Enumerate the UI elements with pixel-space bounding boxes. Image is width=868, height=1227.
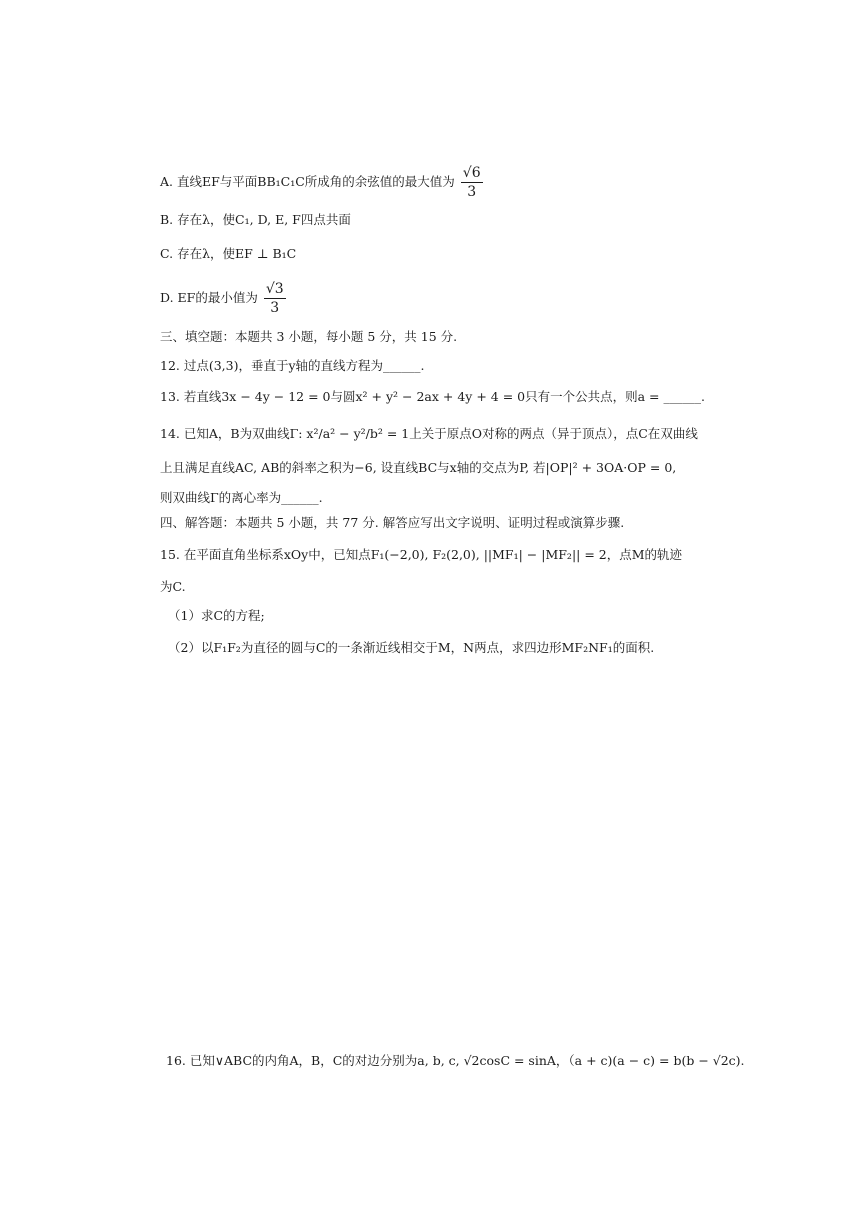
section-solve-heading: 四、解答题：本题共 5 小题，共 77 分. 解答应写出文字说明、证明过程或演算步骤.: [160, 515, 625, 530]
option-d: [160, 280, 286, 317]
question-12: 12. 过点(3,3)，垂直于y轴的直线方程为______.: [160, 358, 425, 373]
question-15-part-1: （1）求C的方程;: [168, 608, 265, 623]
question-15-part-2: （2）以F₁F₂为直径的圆与C的一条渐近线相交于M，N两点，求四边形MF₂NF₁的面积.: [168, 640, 655, 655]
option-d-numerator: √3: [265, 281, 284, 297]
question-16: 16. 已知∨ABC的内角A，B，C的对边分别为a, b, c, √2cosC = sinA，（a + c)(a − c) = b(b − √2c).: [166, 1053, 745, 1068]
question-14-line-2: 上且满足直线AC, AB的斜率之积为−6, 设直线BC与x轴的交点为P, 若|OP|² + 3OA·OP = 0,: [160, 460, 677, 475]
option-d-text: D. EF的最小值为: [160, 290, 258, 305]
option-a-denominator: 3: [467, 184, 477, 200]
question-15-line-2: 为C.: [160, 579, 186, 594]
option-a-numerator: √6: [462, 165, 481, 181]
option-d-fraction: [264, 280, 286, 317]
question-14-line-1: 14. 已知A，B为双曲线Γ: x²/a² − y²/b² = 1上关于原点O对称的两点（异于顶点），点C在双曲线: [160, 426, 698, 441]
option-a: [160, 164, 483, 201]
option-c: C. 存在λ，使EF ⊥ B₁C: [160, 246, 297, 261]
question-15-line-1: 15. 在平面直角坐标系xOy中，已知点F₁(−2,0), F₂(2,0), ||MF₁| − |MF₂|| = 2，点M的轨迹: [160, 547, 683, 562]
option-a-fraction: [461, 164, 483, 201]
option-d-denominator: 3: [270, 300, 280, 316]
question-13: 13. 若直线3x − 4y − 12 = 0与圆x² + y² − 2ax + 4y + 4 = 0只有一个公共点，则a = ______.: [160, 389, 705, 404]
option-b: B. 存在λ，使C₁, D, E, F四点共面: [160, 212, 351, 227]
section-fill-in-heading: 三、填空题：本题共 3 小题，每小题 5 分，共 15 分.: [160, 329, 458, 344]
question-14-line-3: 则双曲线Γ的离心率为______.: [160, 490, 323, 505]
option-a-text: A. 直线EF与平面BB₁C₁C所成角的余弦值的最大值为: [160, 174, 455, 189]
